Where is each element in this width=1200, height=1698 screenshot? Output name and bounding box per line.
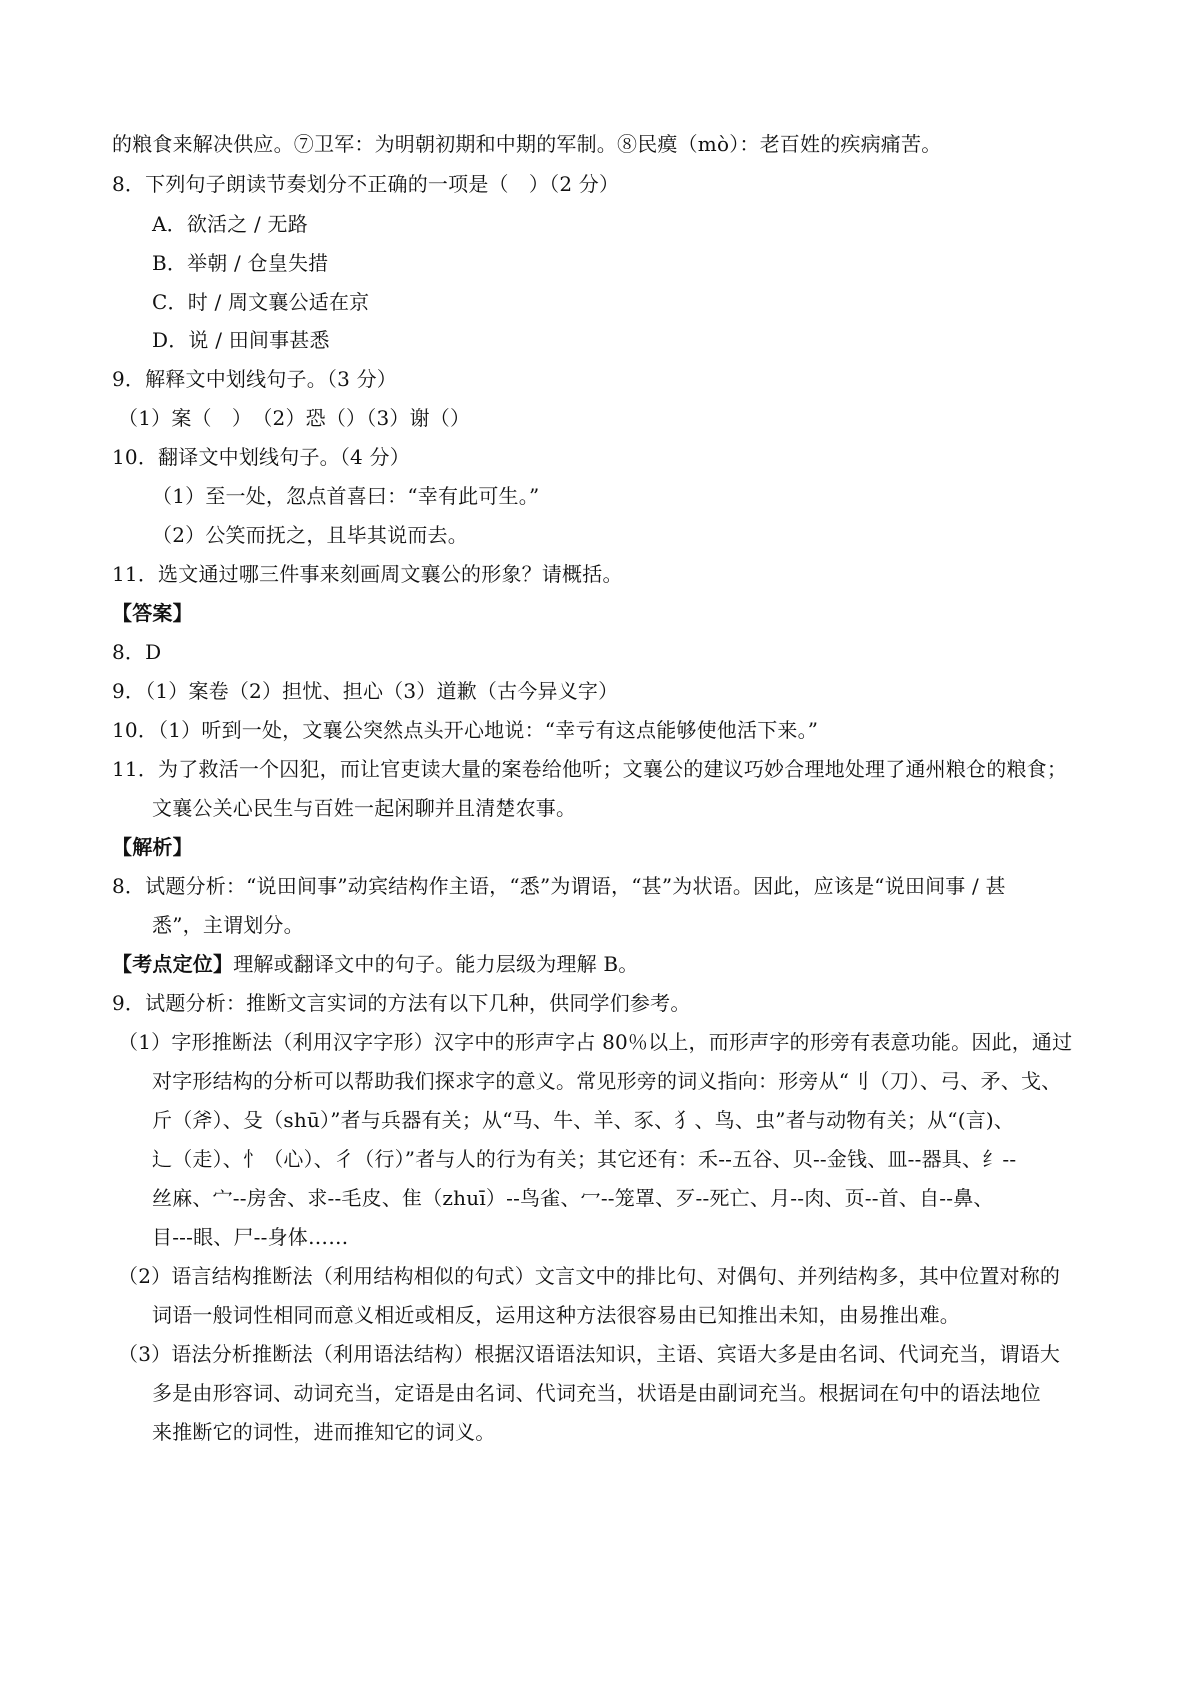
analysis-9-intro: 9．试题分析：推断文言实词的方法有以下几种，供同学们参考。 [112, 991, 691, 1015]
question-10-item-1: （1）至一处，忽点首喜曰：“幸有此可生。” [152, 484, 540, 508]
answer-8: 8．D [112, 640, 162, 664]
method-2-line-1: （2）语言结构推断法（利用结构相似的句式）文言文中的排比句、对偶句、并列结构多，其中位置对称的 [118, 1264, 1061, 1288]
answer-heading: 【答案】 [112, 601, 193, 625]
question-10-item-2: （2）公笑而抚之，且毕其说而去。 [152, 523, 468, 547]
answer-11-line-1: 11．为了救活一个囚犯，而让官吏读大量的案卷给他听；文襄公的建议巧妙合理地处理了通州粮仓的粮食； [112, 757, 1068, 781]
analysis-8-line-2: 悉”，主谓划分。 [152, 913, 304, 937]
question-9: 9．解释文中划线句子。（3 分） [112, 367, 398, 391]
answer-10: 10．（1）听到一处，文襄公突然点头开心地说：“幸亏有这点能够使他活下来。” [112, 718, 819, 742]
exam-point-text: 理解或翻译文中的句子。能力层级为理解 B。 [233, 952, 639, 976]
exam-point-heading: 【考点定位】 [112, 952, 234, 976]
question-11: 11．选文通过哪三件事来刻画周文襄公的形象？请概括。 [112, 562, 623, 586]
answer-9: 9．（1）案卷（2）担忧、担心（3）道歉（古今异义字） [112, 679, 619, 703]
question-10: 10．翻译文中划线句子。（4 分） [112, 445, 410, 469]
method-1-line-1: （1）字形推断法（利用汉字字形）汉字中的形声字占 80％以上，而形声字的形旁有表意功能。因此，通过 [118, 1030, 1073, 1054]
method-3-line-1: （3）语法分析推断法（利用语法结构）根据汉语语法知识，主语、宾语大多是由名词、代词充当，谓语大 [118, 1342, 1061, 1366]
exam-point-line [112, 950, 638, 978]
method-2-line-2: 词语一般词性相同而意义相近或相反，运用这种方法很容易由已知推出未知，由易推出难。 [152, 1303, 960, 1327]
method-3-line-2: 多是由形容词、动词充当，定语是由名词、代词充当，状语是由副词充当。根据词在句中的语法地位 [152, 1381, 1041, 1405]
annotation-line: 的粮食来解决供应。⑦卫军：为明朝初期和中期的军制。⑧民瘼（mò）：老百姓的疾病痛苦。 [112, 132, 942, 156]
question-9-items: （1）案（ ） （2）恐（）（3）谢（） [118, 406, 471, 430]
option-c: C．时 / 周文襄公适在京 [152, 290, 370, 314]
question-8: 8．下列句子朗读节奏划分不正确的一项是（ ）（2 分） [112, 172, 620, 196]
option-a: A．欲活之 / 无路 [152, 212, 308, 236]
method-1-line-2: 对字形结构的分析可以帮助我们探求字的意义。常见形旁的词义指向：形旁从“刂（刀）、弓、矛、戈、 [152, 1069, 1062, 1093]
option-d: D．说 / 田间事甚悉 [152, 328, 330, 352]
method-1-line-4: 辶（走）、忄（心）、彳（行）”者与人的行为有关；其它还有：禾--五谷、贝--金钱、皿--器具、纟-- [152, 1147, 1017, 1171]
option-b: B．举朝 / 仓皇失措 [152, 251, 329, 275]
answer-11-line-2: 文襄公关心民生与百姓一起闲聊并且清楚农事。 [152, 796, 577, 820]
method-3-line-3: 来推断它的词性，进而推知它的词义。 [152, 1420, 496, 1444]
method-1-line-6: 目---眼、尸--身体…… [152, 1225, 349, 1249]
method-1-line-5: 丝麻、宀--房舍、求--毛皮、隹（zhuī）--鸟雀、冖--笼罩、歹--死亡、月--肉、页--首、自--鼻、 [152, 1186, 994, 1210]
method-1-line-3: 斤（斧）、殳（shū）”者与兵器有关；从“马、牛、羊、豕、犭、鸟、虫”者与动物有关；从“(言)、 [152, 1108, 1015, 1132]
analysis-heading: 【解析】 [112, 835, 193, 859]
analysis-8-line-1: 8．试题分析：“说田间事”动宾结构作主语，“悉”为谓语，“甚”为状语。因此，应该是“说田间事 / 甚 [112, 874, 1006, 898]
